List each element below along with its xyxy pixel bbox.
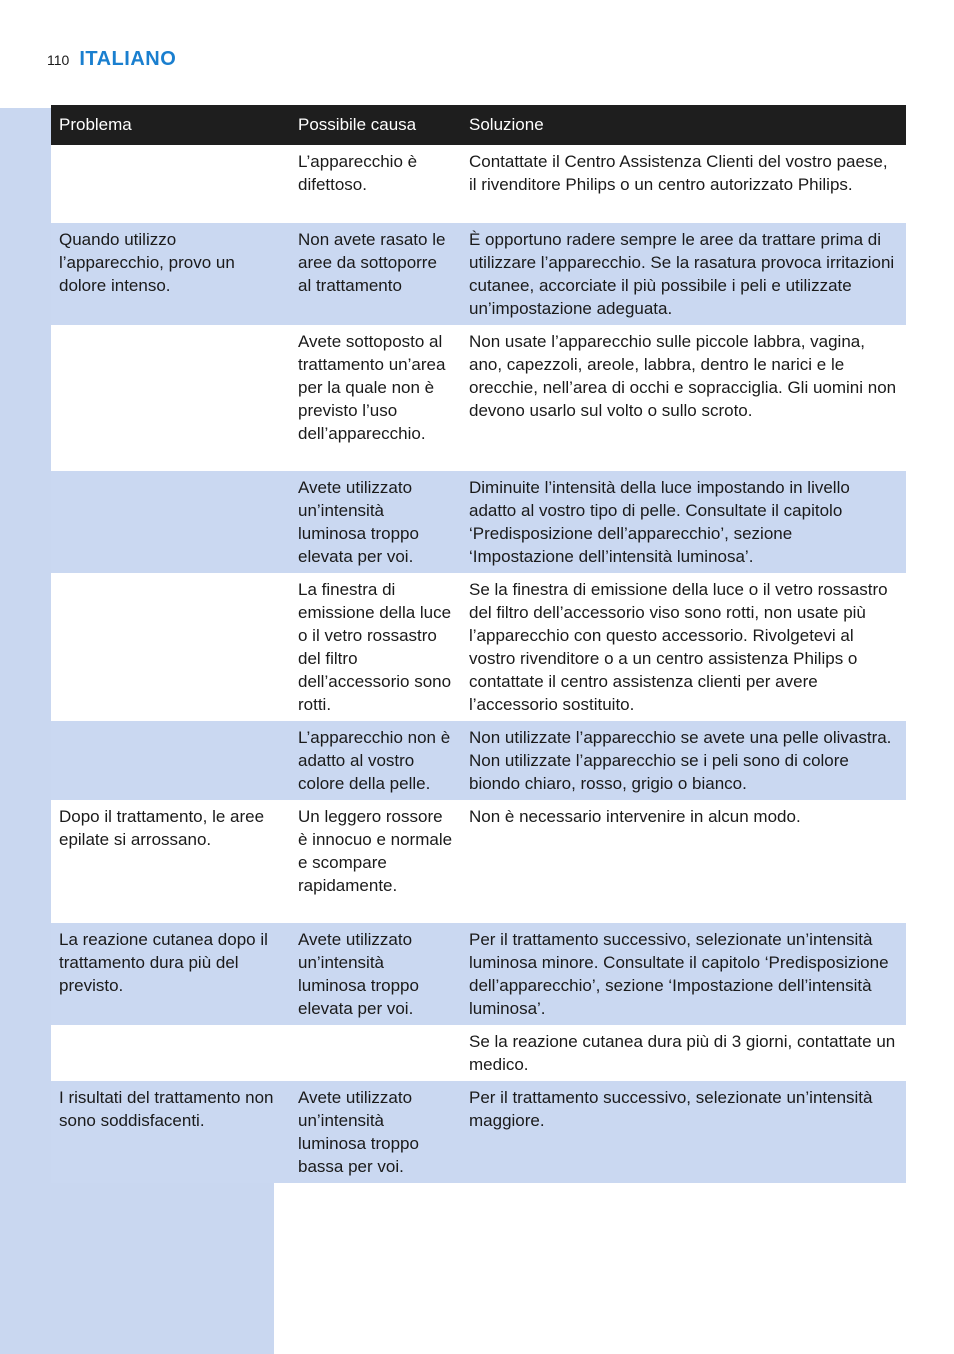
cell-problema: Dopo il trattamento, le aree epilate si arrossano. [51, 800, 290, 923]
cell-problema [51, 1025, 290, 1081]
table-row [51, 1025, 906, 1081]
cell-causa: L’apparecchio non è adatto al vostro colore della pelle. [290, 721, 461, 800]
cell-problema [51, 721, 290, 800]
cell-problema [51, 145, 290, 223]
table-row [51, 1081, 906, 1183]
troubleshooting-table [51, 105, 906, 1183]
cell-problema [51, 325, 290, 471]
language-heading: ITALIANO [79, 48, 177, 70]
cell-problema [51, 573, 290, 721]
cell-soluzione: Contattate il Centro Assistenza Clienti del vostro paese, il rivenditore Philips o un centro autorizzato Philips. [461, 145, 906, 223]
cell-soluzione: È opportuno radere sempre le aree da trattare prima di utilizzare l’apparecchio. Se la rasatura provoca irritazioni cutanee, accorciate il più possibile i peli e utilizzate un’impostazione adeguata. [461, 223, 906, 325]
cell-soluzione: Non utilizzate l’apparecchio se avete una pelle olivastra. Non utilizzate l’apparecchio se i peli sono di colore biondo chiaro, rosso, grigio o bianco. [461, 721, 906, 800]
cell-soluzione: Per il trattamento successivo, selezionate un’intensità maggiore. [461, 1081, 906, 1183]
cell-causa [290, 1025, 461, 1081]
table-row [51, 573, 906, 721]
table-header-row [51, 105, 906, 145]
page-header [47, 48, 176, 71]
column-header-causa: Possibile causa [290, 105, 461, 145]
cell-causa: Avete utilizzato un’intensità luminosa troppo bassa per voi. [290, 1081, 461, 1183]
cell-causa: Un leggero rossore è innocuo e normale e scompare rapidamente. [290, 800, 461, 923]
cell-problema: Quando utilizzo l’apparecchio, provo un dolore intenso. [51, 223, 290, 325]
cell-causa: La finestra di emissione della luce o il vetro rossastro del filtro dell’accessorio sono rotti. [290, 573, 461, 721]
column-header-soluzione: Soluzione [461, 105, 906, 145]
cell-soluzione: Se la reazione cutanea dura più di 3 giorni, contattate un medico. [461, 1025, 906, 1081]
table-row [51, 223, 906, 325]
table-row [51, 471, 906, 573]
cell-soluzione: Non usate l’apparecchio sulle piccole labbra, vagina, ano, capezzoli, areole, labbra, dentro le narici e le orecchie, nell’area di occhi e sopracciglia. Gli uomini non devono usarlo sul volto o sullo scroto. [461, 325, 906, 471]
cell-causa: Avete sottoposto al trattamento un’area per la quale non è previsto l’uso dell’apparecchio. [290, 325, 461, 471]
column-header-problema: Problema [51, 105, 290, 145]
table-row [51, 145, 906, 223]
page-number: 110 [47, 52, 70, 68]
cell-causa: Avete utilizzato un’intensità luminosa troppo elevata per voi. [290, 471, 461, 573]
cell-causa: Non avete rasato le aree da sottoporre al trattamento [290, 223, 461, 325]
table-row [51, 325, 906, 471]
cell-causa: L’apparecchio è difettoso. [290, 145, 461, 223]
table-row [51, 800, 906, 923]
cell-problema [51, 471, 290, 573]
table-row [51, 721, 906, 800]
cell-causa: Avete utilizzato un’intensità luminosa troppo elevata per voi. [290, 923, 461, 1025]
cell-problema: I risultati del trattamento non sono soddisfacenti. [51, 1081, 290, 1183]
table-row [51, 923, 906, 1025]
cell-soluzione: Non è necessario intervenire in alcun modo. [461, 800, 906, 923]
cell-problema: La reazione cutanea dopo il trattamento dura più del previsto. [51, 923, 290, 1025]
cell-soluzione: Diminuite l’intensità della luce impostando in livello adatto al vostro tipo di pelle. Consultate il capitolo ‘Predisposizione dell’apparecchio’, sezione ‘Impostazione dell’intensità luminosa’. [461, 471, 906, 573]
cell-soluzione: Se la finestra di emissione della luce o il vetro rossastro del filtro dell’accessorio viso sono rotti, non usate più l’apparecchio con questo accessorio. Rivolgetevi al vostro rivenditore o a un centro assistenza Philips o contattate il centro assistenza clienti per avere l’accessorio sostituito. [461, 573, 906, 721]
cell-soluzione: Per il trattamento successivo, selezionate un’intensità luminosa minore. Consultate il capitolo ‘Predisposizione dell’apparecchio’, sezione ‘Impostazione dell’intensità luminosa’. [461, 923, 906, 1025]
